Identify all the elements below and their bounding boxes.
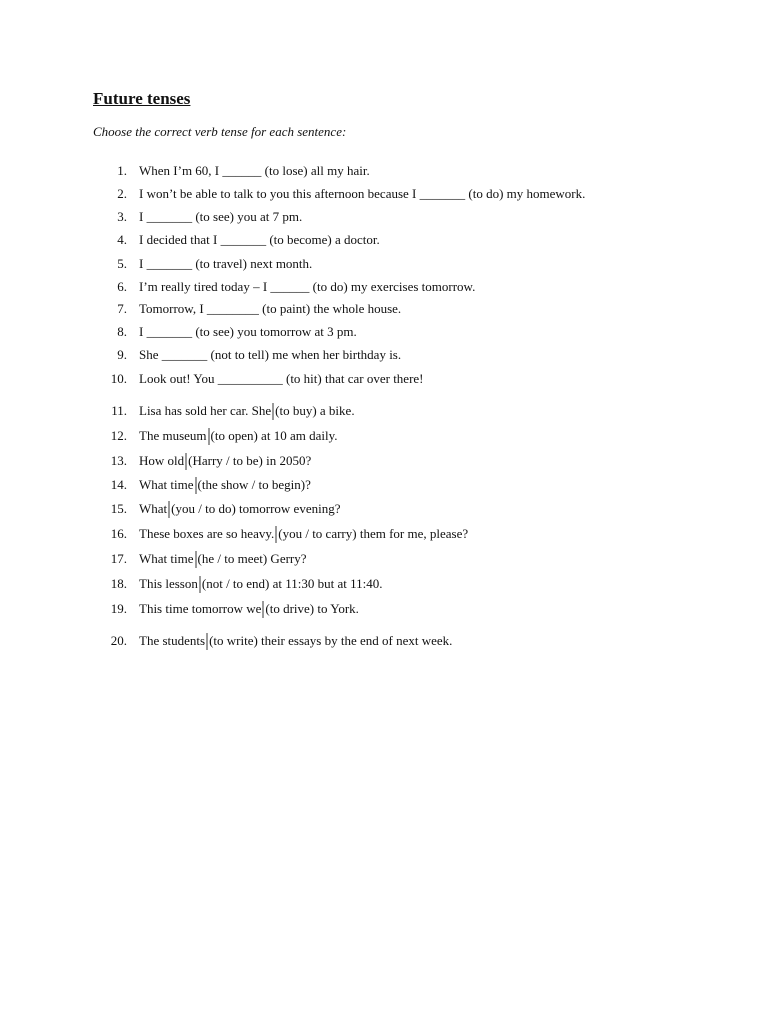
item-number: 11. — [111, 403, 127, 418]
instructions: Choose the correct verb tense for each sentence: — [93, 124, 347, 139]
item-text — [139, 633, 452, 650]
item-number: 1. — [117, 163, 127, 178]
answer-box[interactable] — [208, 428, 210, 445]
item-text: I _______ (to travel) next month. — [139, 256, 313, 271]
item-number: 10. — [110, 371, 127, 386]
item-text — [139, 576, 383, 593]
item-text: Look out! You __________ (to hit) that car over there! — [139, 371, 424, 386]
item-number: 16. — [110, 526, 127, 541]
item-text: I’m really tired today – I ______ (to do) my exercises tomorrow. — [139, 279, 476, 294]
item-text: Tomorrow, I ________ (to paint) the whole house. — [139, 301, 402, 316]
item-number: 12. — [110, 428, 127, 443]
item-number: 15. — [110, 501, 127, 516]
sentence-start: What time — [139, 477, 194, 492]
sentence-start: The students — [139, 633, 206, 648]
item-text: I decided that I _______ (to become) a doctor. — [139, 232, 380, 247]
sentence-end: (Harry / to be) in 2050? — [188, 453, 312, 468]
sentence-end: (you / to carry) them for me, please? — [278, 526, 469, 541]
item-text — [139, 501, 340, 518]
item-number: 7. — [117, 301, 127, 316]
item-number: 8. — [117, 324, 127, 339]
item-number: 9. — [117, 347, 127, 362]
item-text — [139, 551, 307, 568]
item-text — [139, 428, 337, 445]
sentence-end: (to write) their essays by the end of next week. — [209, 633, 453, 648]
answer-box[interactable] — [199, 576, 201, 593]
answer-box[interactable] — [195, 477, 197, 494]
sentence-start: Lisa has sold her car. She — [139, 403, 272, 418]
item-number: 3. — [117, 209, 127, 224]
item-text: I _______ (to see) you tomorrow at 3 pm. — [139, 324, 357, 339]
item-text — [139, 453, 311, 470]
sentence-start: What — [139, 501, 168, 516]
item-text — [139, 477, 311, 494]
sentence-start: What time — [139, 551, 194, 566]
sentence-end: (not / to end) at 11:30 but at 11:40. — [201, 576, 383, 591]
sentence-start: This lesson — [139, 576, 198, 591]
item-text: She _______ (not to tell) me when her birthday is. — [139, 347, 402, 362]
item-number: 2. — [117, 186, 127, 201]
answer-box[interactable] — [168, 501, 170, 518]
sentence-end: (the show / to begin)? — [197, 477, 311, 492]
item-text: When I’m 60, I ______ (to lose) all my hair. — [139, 163, 370, 178]
answer-box[interactable] — [185, 453, 187, 470]
sentence-start: These boxes are so heavy. — [139, 526, 275, 541]
item-text — [139, 601, 359, 618]
item-text — [139, 526, 468, 543]
answer-box[interactable] — [195, 551, 197, 568]
answer-box[interactable] — [272, 403, 274, 420]
item-text: I won’t be able to talk to you this afternoon because I _______ (to do) my homework. — [139, 186, 586, 201]
item-number: 14. — [110, 477, 127, 492]
sentence-start: This time tomorrow we — [139, 601, 262, 616]
sentence-start: The museum — [139, 428, 207, 443]
sentence-end: (he / to meet) Gerry? — [197, 551, 307, 566]
item-number: 4. — [117, 232, 127, 247]
sentence-end: (to drive) to York. — [265, 601, 359, 616]
answer-box[interactable] — [275, 526, 277, 543]
item-text — [139, 403, 355, 420]
item-number: 13. — [110, 453, 127, 468]
sentence-start: How old — [139, 453, 185, 468]
worksheet-title: Future tenses — [93, 89, 191, 108]
item-number: 19. — [110, 601, 127, 616]
sentence-end: (to buy) a bike. — [275, 403, 355, 418]
item-number: 5. — [117, 256, 127, 271]
item-number: 18. — [110, 576, 127, 591]
answer-box[interactable] — [206, 633, 208, 650]
item-number: 20. — [110, 633, 127, 648]
item-number: 17. — [110, 551, 127, 566]
sentence-end: (to open) at 10 am daily. — [210, 428, 338, 443]
item-number: 6. — [117, 279, 127, 294]
item-text: I _______ (to see) you at 7 pm. — [139, 209, 303, 224]
sentence-end: (you / to do) tomorrow evening? — [171, 501, 341, 516]
